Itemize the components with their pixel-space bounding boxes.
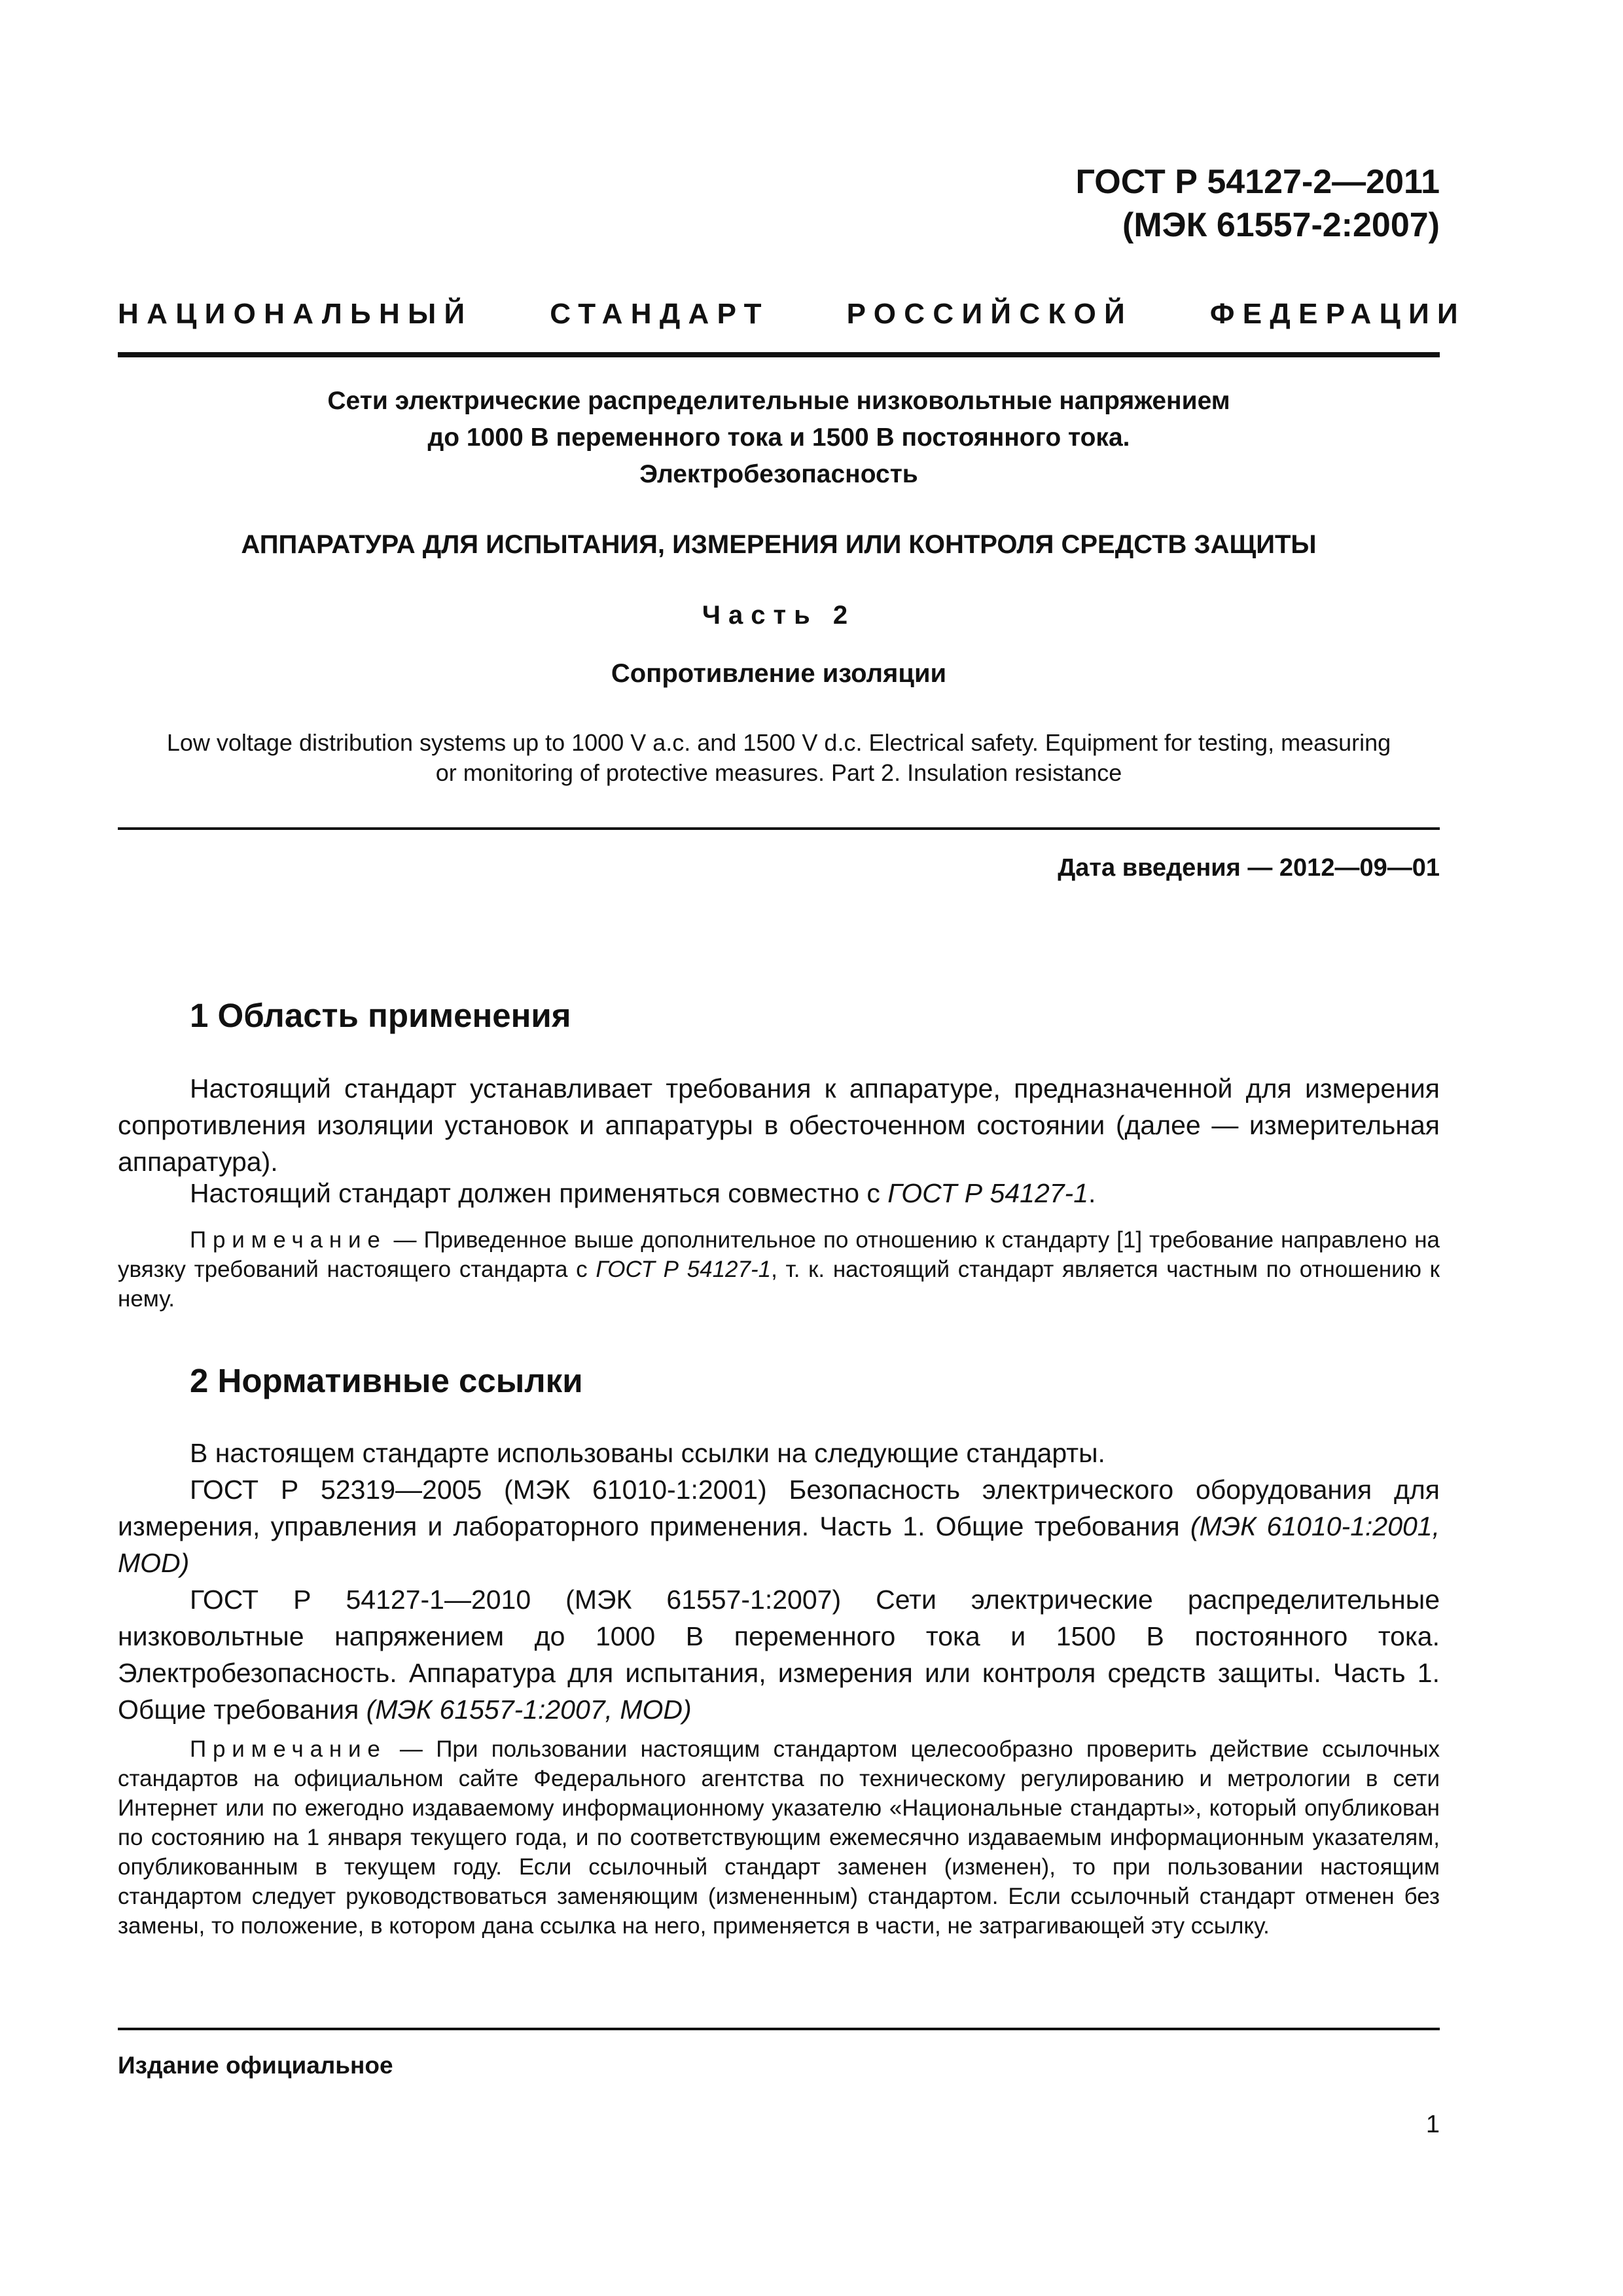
section-2-note bbox=[118, 1734, 1440, 1941]
title-rule bbox=[118, 827, 1440, 830]
section-1-paragraph-1-text: Настоящий стандарт устанавливает требования к аппаратуре, предназначенной для измерения сопротивления изоляции установок и аппаратуры в обесточенном состоянии (далее — измерительная аппаратура). bbox=[118, 1073, 1440, 1177]
title-line-2: до 1000 В переменного тока и 1500 В постоянного тока. bbox=[427, 423, 1130, 452]
english-title bbox=[118, 728, 1440, 788]
section-1-paragraph-1 bbox=[118, 1070, 1440, 1180]
section-1-heading: 1 Область применения bbox=[190, 997, 571, 1034]
note-label-2: Примечание bbox=[190, 1736, 387, 1762]
reference-2-text: ГОСТ Р 54127-1—2010 (МЭК 61557-1:2007) Сети электрические распределительные низковольтные напряжением до 1000 В переменного тока и 1500 В постоянного тока. Электробезопасность. Аппаратура для испытания, измерения или контроля средств защиты. Часть 1. Общие требования bbox=[118, 1585, 1440, 1725]
page-number: 1 bbox=[1425, 2111, 1440, 2138]
section-1-note-text-end: , т. к. настоящий стандарт является частным по отношению к нему. bbox=[118, 1257, 1440, 1312]
english-title-line-2: or monitoring of protective measures. Part 2. Insulation resistance bbox=[435, 759, 1122, 786]
section-2-reference-1 bbox=[118, 1471, 1440, 1581]
footer-rule bbox=[118, 2028, 1440, 2030]
section-1-paragraph-2-end: . bbox=[1088, 1178, 1096, 1208]
note-label: Примечание bbox=[190, 1227, 387, 1253]
reference-1-iec: (МЭК 61010-1:2001, MOD) bbox=[118, 1511, 1440, 1578]
title-line-1: Сети электрические распределительные низковольтные напряжением bbox=[327, 387, 1230, 415]
introduction-date: Дата введения — 2012—09—01 bbox=[1058, 854, 1440, 882]
section-2-paragraph-1 bbox=[118, 1435, 1440, 1471]
english-title-line-1: Low voltage distribution systems up to 1000 V a.c. and 1500 V d.c. Electrical safety. Equipment for testing, measuring bbox=[166, 729, 1391, 756]
part-number: Часть 2 bbox=[702, 601, 856, 630]
reference-1-text: ГОСТ Р 52319—2005 (МЭК 61010-1:2001) Безопасность электрического оборудования для измерения, управления и лабораторного применения. Часть 1. Общие требования bbox=[118, 1475, 1440, 1541]
section-2-note-text: — При пользовании настоящим стандартом целесообразно проверить действие ссылочных стандартов на официальном сайте Федерального агентства по техническому регулированию и метрологии в сети Интернет или по ежегодно издаваемому информационному указателю «Национальные стандарты», который опубликован по состоянию на 1 января текущего года, и по соответствующим ежемесячно издаваемым информационным указателям, опубликованным в текущем году. Если ссылочный стандарт заменен (изменен), то при пользовании настоящим стандартом следует руководствоваться заменяющим (измененным) стандартом. Если ссылочный стандарт отменен без замены, то положение, в котором дана ссылка на него, применяется в части, не затрагивающей эту ссылку. bbox=[118, 1736, 1440, 1939]
standard-code-gost: ГОСТ Р 54127-2—2011 bbox=[1075, 163, 1440, 201]
edition-label: Издание официальное bbox=[118, 2052, 393, 2079]
section-2-reference-2 bbox=[118, 1581, 1440, 1728]
standard-code-iec: (МЭК 61557-2:2007) bbox=[1122, 206, 1440, 244]
reference-gost-54127-1: ГОСТ Р 54127-1 bbox=[887, 1178, 1089, 1208]
note-reference: ГОСТ Р 54127-1 bbox=[596, 1257, 772, 1282]
section-1-note bbox=[118, 1225, 1440, 1314]
section-1-paragraph-2 bbox=[118, 1175, 1440, 1211]
reference-2-iec: (МЭК 61557-1:2007, MOD) bbox=[366, 1695, 692, 1725]
title-line-3: Электробезопасность bbox=[639, 460, 918, 488]
document-subtitle: АППАРАТУРА ДЛЯ ИСПЫТАНИЯ, ИЗМЕРЕНИЯ ИЛИ КОНТРОЛЯ СРЕДСТВ ЗАЩИТЫ bbox=[241, 530, 1317, 559]
standard-code bbox=[1076, 160, 1440, 247]
part-name: Сопротивление изоляции bbox=[611, 659, 947, 688]
section-1-note-text: — Приведенное выше дополнительное по отношению к стандарту [1] требование направлено на увязку требований настоящего стандарта с bbox=[118, 1227, 1440, 1282]
national-standard-banner: НАЦИОНАЛЬНЫЙ СТАНДАРТ РОССИЙСКОЙ ФЕДЕРАЦИИ bbox=[118, 298, 1466, 330]
section-1-paragraph-2-text: Настоящий стандарт должен применяться совместно с bbox=[190, 1178, 888, 1208]
header-rule bbox=[118, 352, 1440, 357]
section-2-heading: 2 Нормативные ссылки bbox=[190, 1362, 583, 1399]
document-title bbox=[118, 383, 1440, 493]
section-2-paragraph-1-text: В настоящем стандарте использованы ссылки на следующие стандарты. bbox=[190, 1438, 1105, 1468]
